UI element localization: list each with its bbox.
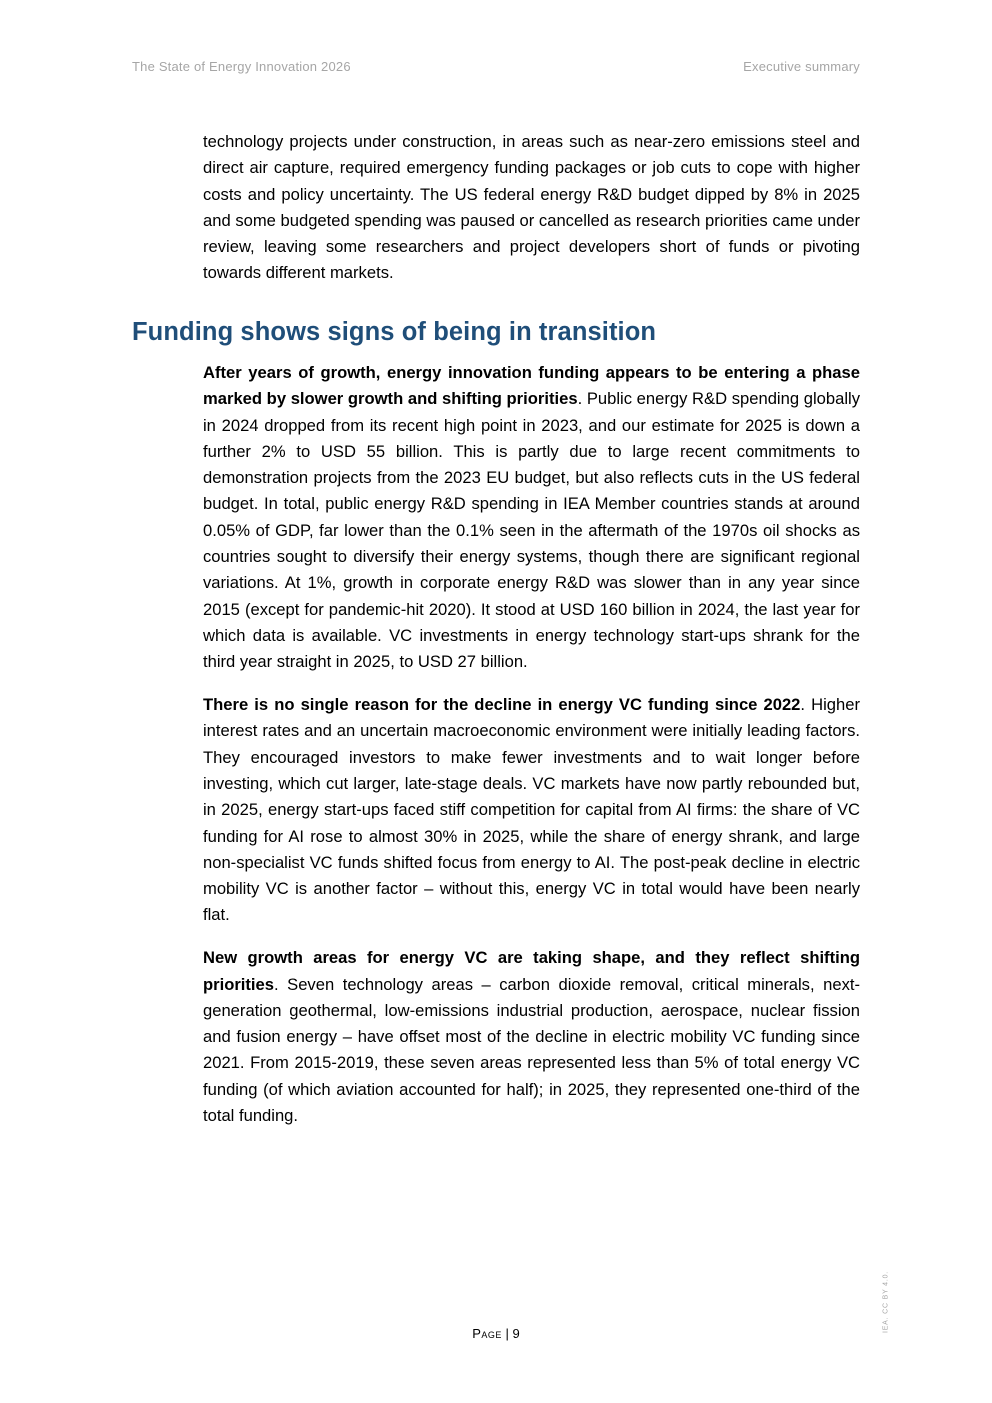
- page-footer: [0, 1326, 992, 1341]
- page-number: 9: [512, 1326, 520, 1341]
- paragraph-2-body: . Higher interest rates and an uncertain macroeconomic environment were initially leading factors. They encouraged investors to make fewer investments and to wait longer before investing, which cut larger, late-stage deals. VC markets have now partly rebounded but, in 2025, energy start-ups faced stiff competition for capital from AI firms: the share of VC funding for AI rose to almost 30% in 2025, while the share of energy shrank, and large non-specialist VC funds shifted focus from energy to AI. The post-peak decline in electric mobility VC is another factor – without this, energy VC in total would have been nearly flat.: [203, 695, 860, 925]
- paragraph-1: [203, 360, 860, 676]
- paragraph-2-lead: There is no single reason for the decline in energy VC funding since 2022: [203, 695, 801, 715]
- paragraph-2: [203, 692, 860, 929]
- chapter-title: Executive summary: [743, 59, 860, 74]
- section-body: [203, 360, 860, 1129]
- paragraph-3-lead: New growth areas for energy VC are taking shape, and they reflect shifting priorities: [203, 948, 860, 994]
- page-separator: |: [501, 1326, 513, 1341]
- license-note: IEA. CC BY 4.0.: [882, 1270, 890, 1334]
- paragraph-1-lead: After years of growth, energy innovation funding appears to be entering a phase marked by slower growth and shifting priorities: [203, 363, 860, 409]
- running-header: [132, 59, 860, 74]
- page-label: Page: [472, 1326, 502, 1341]
- intro-paragraph-block: [203, 129, 860, 287]
- section-heading: Funding shows signs of being in transition: [132, 318, 657, 346]
- report-title: The State of Energy Innovation 2026: [132, 59, 351, 74]
- paragraph-3-body: . Seven technology areas – carbon dioxide removal, critical minerals, next-generation geothermal, low-emissions industrial production, aerospace, nuclear fission and fusion energy – have offset most of the decline in electric mobility VC funding since 2021. From 2015-2019, these seven areas represented less than 5% of total energy VC funding (of which aviation accounted for half); in 2025, they represented one-third of the total funding.: [203, 974, 860, 1126]
- paragraph-3: [203, 945, 860, 1129]
- intro-paragraph: technology projects under construction, in areas such as near-zero emissions steel and direct air capture, required emergency funding packages or job cuts to cope with higher costs and policy uncertainty. The US federal energy R&D budget dipped by 8% in 2025 and some budgeted spending was paused or cancelled as research priorities came under review, leaving some researchers and project developers short of funds or pivoting towards different markets.: [203, 132, 860, 283]
- paragraph-1-body: . Public energy R&D spending globally in 2024 dropped from its recent high point in 2023, and our estimate for 2025 is down a further 2% to USD 55 billion. This is partly due to large recent commitments to demonstration projects from the 2023 EU budget, but also reflects cuts in the US federal budget. In total, public energy R&D spending in IEA Member countries stands at around 0.05% of GDP, far lower than the 0.1% seen in the aftermath of the 1970s oil shocks as countries sought to diversify their energy systems, though there are significant regional variations. At 1%, growth in corporate energy R&D was slower than in any year since 2015 (except for pandemic-hit 2020). It stood at USD 160 billion in 2024, the last year for which data is available. VC investments in energy technology start-ups shrank for the third year straight in 2025, to USD 27 billion.: [203, 389, 860, 672]
